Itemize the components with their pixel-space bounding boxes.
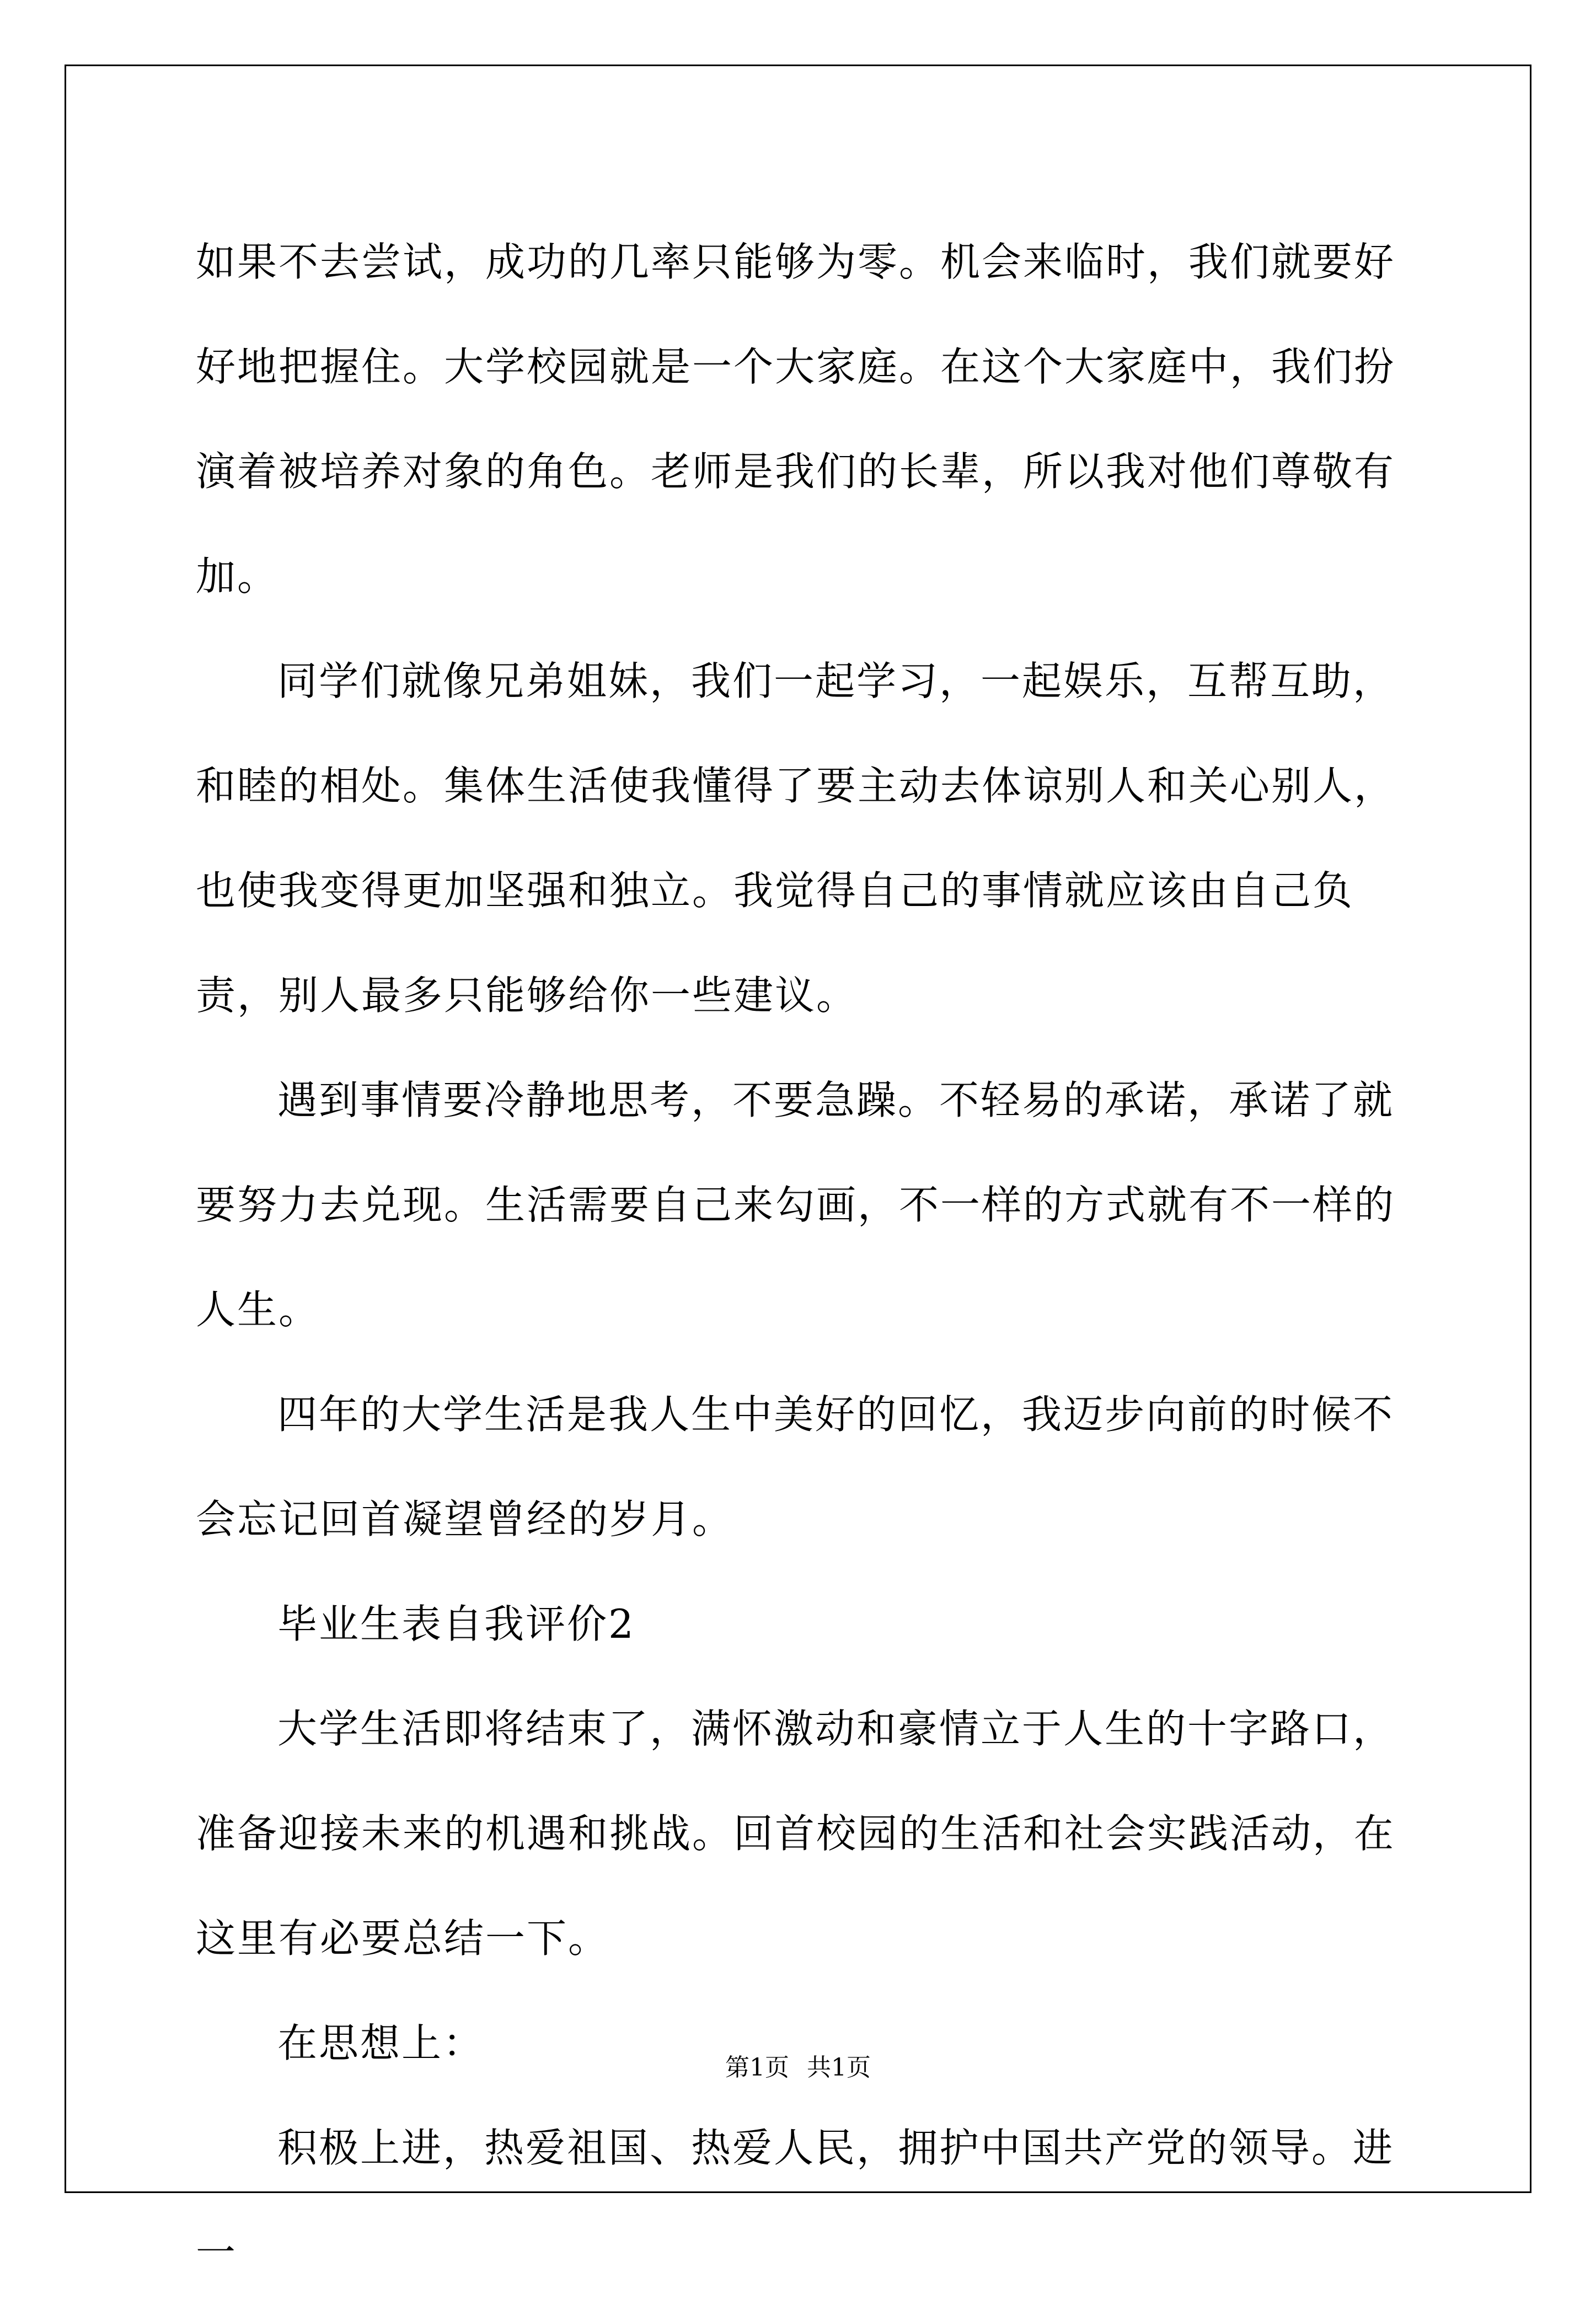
section-heading: 毕业生表自我评价2	[277, 1601, 635, 1647]
page-total: 共1页	[807, 2054, 871, 2082]
page-footer	[0, 2051, 1596, 2084]
page-number: 第1页	[725, 2054, 789, 2082]
paragraph-4: 四年的大学生活是我人生中美好的回忆，我迈步向前的时候不会忘记回首凝望曾经的岁月。	[196, 1391, 1395, 1542]
paragraph-3: 遇到事情要冷静地思考，不要急躁。不轻易的承诺，承诺了就要努力去兑现。生活需要自己来勾画，不一样的方式就有不一样的人生。	[196, 1077, 1396, 1333]
document-body	[196, 210, 1404, 2305]
paragraph-5: 大学生活即将结束了，满怀激动和豪情立于人生的十字路口，准备迎接未来的机遇和挑战。回首校园的生活和社会实践活动，在这里有必要总结一下。	[196, 1706, 1396, 1961]
paragraph-6: 积极上进，热爱祖国、热爱人民，拥护中国共产党的领导。进一	[196, 2125, 1395, 2276]
paragraph-1: 如果不去尝试，成功的几率只能够为零。机会来临时，我们就要好好地把握住。大学校园就是一个大家庭。在这个大家庭中，我们扮演着被培养对象的角色。老师是我们的长辈，所以我对他们尊敬有加。	[196, 239, 1396, 599]
subheading-thought: 在思想上：	[277, 2020, 485, 2066]
paragraph-2: 同学们就像兄弟姐妹，我们一起学习，一起娱乐，互帮互助，和睦的相处。集体生活使我懂得了要主动去体谅别人和关心别人，也使我变得更加坚强和独立。我觉得自己的事情就应该由自己负责，别人最多只能够给你一些建议。	[196, 658, 1396, 1019]
